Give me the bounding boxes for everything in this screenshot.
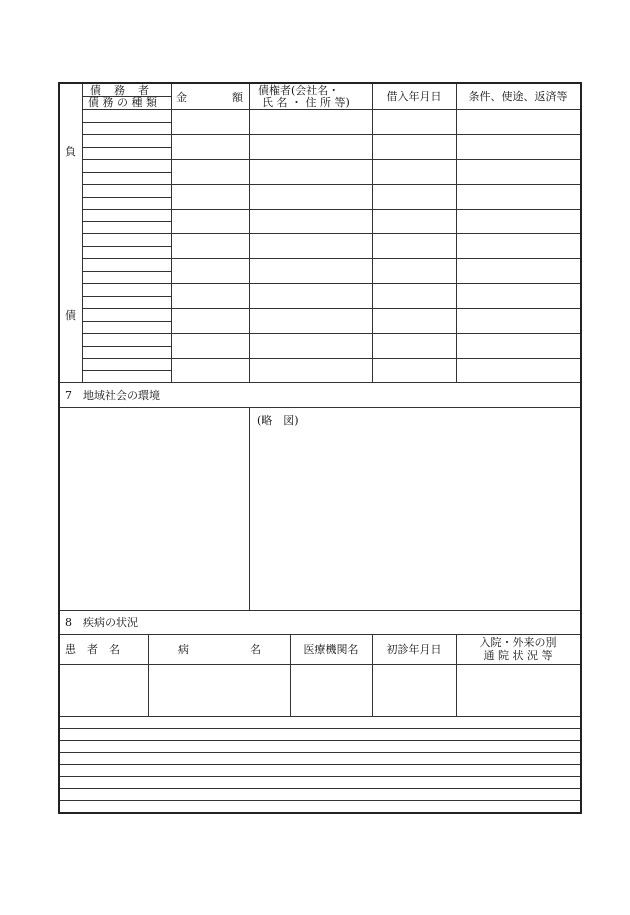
creditor-header-line1: 債権者(会社名・ bbox=[258, 84, 340, 97]
status-header-line1: 入院・外来の別 bbox=[479, 636, 557, 649]
debtor-header-line1: 債 務 者 bbox=[90, 84, 150, 97]
debtor-subrow-line bbox=[82, 147, 171, 148]
debtor-header-line2: 債 務 の 種 類 bbox=[88, 96, 157, 109]
patient-header: 患 者 名 bbox=[65, 643, 120, 656]
debtor-subrow-line bbox=[82, 233, 171, 234]
application-form bbox=[58, 82, 582, 814]
debtor-subrow-line bbox=[82, 296, 171, 297]
debtor-subrow-line bbox=[82, 209, 171, 210]
illness-row-bottom bbox=[60, 716, 580, 717]
community-divider bbox=[249, 407, 250, 610]
debtor-subrow-line bbox=[82, 321, 171, 322]
illness-col-divider bbox=[456, 634, 457, 716]
illness-col-divider bbox=[148, 634, 149, 716]
debtor-subrow-line bbox=[82, 246, 171, 247]
debt-section-bottom bbox=[60, 382, 580, 383]
community-title-bottom bbox=[60, 407, 580, 408]
community-section-bottom bbox=[60, 610, 580, 611]
debtor-subrow-line bbox=[82, 271, 171, 272]
debt-row-line bbox=[171, 283, 580, 284]
status-header-line2: 通 院 状 況 等 bbox=[483, 649, 553, 662]
debtor-subrow-line bbox=[82, 159, 171, 160]
illness-section-title: 8 疾病の状況 bbox=[65, 616, 138, 629]
first-visit-header: 初診年月日 bbox=[386, 643, 442, 656]
creditor-header-line2: 氏 名 ・ 住 所 等) bbox=[262, 96, 350, 109]
debtor-subrow-line bbox=[82, 122, 171, 123]
debtor-subrow-line bbox=[82, 258, 171, 259]
note-line bbox=[60, 788, 580, 789]
debtor-subrow-line bbox=[82, 184, 171, 185]
illness-col-divider bbox=[372, 634, 373, 716]
note-line bbox=[60, 776, 580, 777]
note-line bbox=[60, 752, 580, 753]
date-header: 借入年月日 bbox=[386, 90, 442, 103]
debt-row-line bbox=[171, 184, 580, 185]
debt-row-line bbox=[171, 159, 580, 160]
debt-row-line bbox=[171, 308, 580, 309]
debt-header-bottom bbox=[82, 109, 580, 110]
debt-row-line bbox=[171, 134, 580, 135]
illness-header-bottom bbox=[60, 664, 580, 665]
disease-header-left: 病 bbox=[178, 643, 189, 656]
illness-col-divider bbox=[290, 634, 291, 716]
sketch-label: (略 図) bbox=[257, 414, 299, 427]
debtor-subrow-line bbox=[82, 197, 171, 198]
debtor-subrow-line bbox=[82, 221, 171, 222]
note-line bbox=[60, 800, 580, 801]
note-line bbox=[60, 764, 580, 765]
debtor-subrow-line bbox=[82, 134, 171, 135]
disease-header-right: 名 bbox=[250, 643, 261, 656]
debtor-subrow-line bbox=[82, 308, 171, 309]
debt-side-label-top: 負 bbox=[65, 145, 76, 158]
debtor-subrow-line bbox=[82, 333, 171, 334]
debtor-header-divider bbox=[82, 96, 171, 97]
debt-row-line bbox=[171, 233, 580, 234]
debtor-subrow-line bbox=[82, 283, 171, 284]
amount-header-right: 額 bbox=[232, 91, 243, 104]
debt-row-line bbox=[171, 209, 580, 210]
note-line bbox=[60, 728, 580, 729]
debt-side-label-bottom: 債 bbox=[65, 309, 76, 322]
amount-header-left: 金 bbox=[176, 91, 187, 104]
terms-header: 条件、使途、返済等 bbox=[468, 90, 568, 103]
debtor-subrow-line bbox=[82, 358, 171, 359]
debt-row-line bbox=[171, 358, 580, 359]
debtor-subrow-line bbox=[82, 346, 171, 347]
debt-row-line bbox=[171, 258, 580, 259]
debtor-subrow-line bbox=[82, 172, 171, 173]
illness-title-bottom bbox=[60, 634, 580, 635]
note-line bbox=[60, 740, 580, 741]
debtor-subrow-line bbox=[82, 370, 171, 371]
community-section-title: 7 地域社会の環境 bbox=[65, 389, 160, 402]
debt-table bbox=[60, 84, 580, 382]
debt-row-line bbox=[171, 333, 580, 334]
hospital-header: 医療機関名 bbox=[303, 643, 359, 656]
